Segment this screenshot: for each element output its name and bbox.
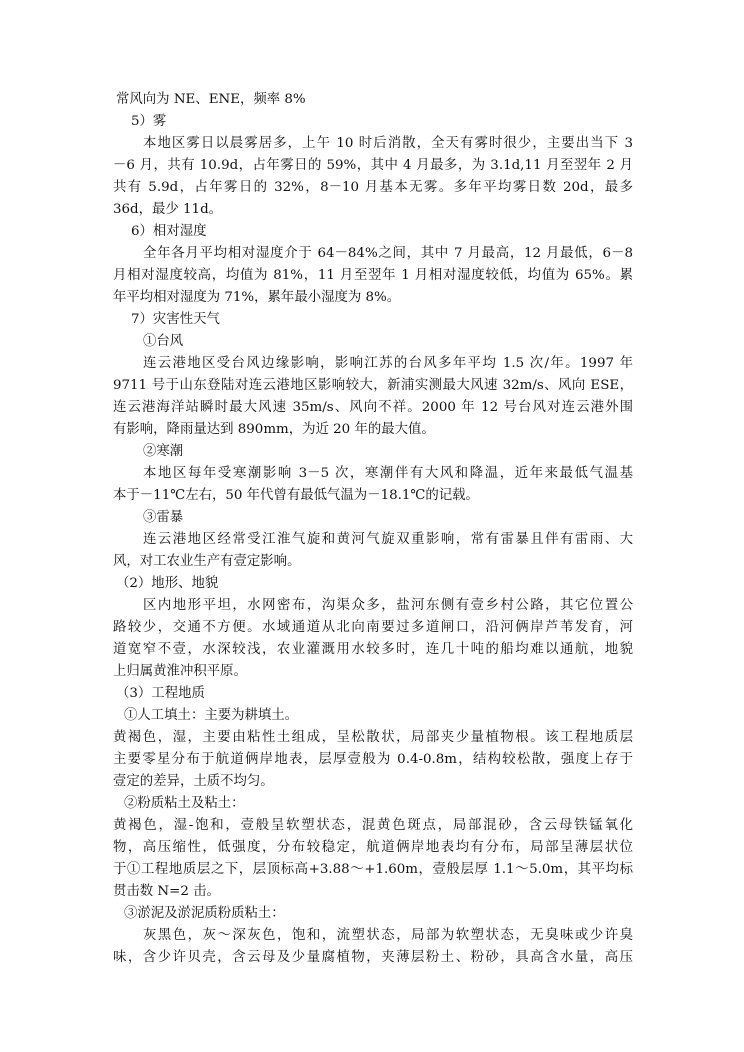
paragraph-line: 9711 号于山东登陆对连云港地区影响较大，新浦实测最大风速 32m/s、风向 ESE，: [113, 378, 633, 393]
paragraph-line: 灰黑色，灰～深灰色，饱和，流塑状态，局部为软塑状态，无臭味或少许臭: [143, 928, 633, 943]
section-heading: 7）灾害性天气: [131, 312, 220, 327]
paragraph-line: 路较少，交通不方便。水域通道从北向南要过多道闸口，沿河俩岸芦苇发育，河: [113, 620, 633, 635]
paragraph-line: 全年各月平均相对湿度介于 64－84%之间，其中 7 月最高，12 月最低，6－8: [143, 246, 633, 261]
paragraph-line: 月相对湿度较高，均值为 81%，11 月至翌年 1 月相对湿度较低，均值为 65%。累: [113, 268, 633, 283]
paragraph-line: 本地区每年受寒潮影响 3－5 次，寒潮伴有大风和降温，近年来最低气温基: [143, 466, 633, 481]
paragraph-line: －6 月，共有 10.9d，占年雾日的 59%，其中 4 月最多，为 3.1d,11 月至翌年 2 月: [113, 158, 633, 173]
paragraph-line: 上归属黄淮冲积平原。: [113, 664, 247, 679]
paragraph-line: 本于－11℃左右，50 年代曾有最低气温为－18.1℃的记载。: [113, 488, 479, 503]
paragraph-line: 36d，最少 11d。: [113, 202, 223, 217]
paragraph-line: 共有 5.9d，占年雾日的 32%，8－10 月基本无雾。多年平均雾日数 20d，最多: [113, 180, 633, 195]
paragraph-line: 连云港地区受台风边缘影响，影响江苏的台风多年平均 1.5 次/年。1997 年: [143, 356, 633, 371]
subsection-heading: ③雷暴: [143, 510, 184, 525]
subsection-heading: ②粉质粘土及粘土：: [124, 796, 245, 811]
subsection-heading: ②寒潮: [143, 444, 184, 459]
paragraph-line: 道宽窄不壹，水深较浅，农业灌溉用水较多时，连几十吨的船均难以通航，地貌: [113, 642, 633, 657]
subsection-heading: ①台风: [143, 334, 184, 349]
paragraph-line: 区内地形平坦，水网密布，沟渠众多，盐河东侧有壹乡村公路，其它位置公: [143, 598, 633, 613]
paragraph-line: 年平均相对湿度为 71%，累年最小湿度为 8%。: [113, 290, 401, 305]
paragraph-line: 连云港地区经常受江淮气旋和黄河气旋双重影响，常有雷暴且伴有雷雨、大: [143, 532, 633, 547]
paragraph-line: 壹定的差异，土质不均匀。: [113, 774, 274, 789]
paragraph-line: 风，对工农业生产有壹定影响。: [113, 554, 301, 569]
section-heading: 6）相对湿度: [131, 224, 207, 239]
section-heading: 5）雾: [131, 114, 167, 129]
paragraph-line: 连云港海洋站瞬时最大风速 35m/s、风向不祥。2000 年 12 号台风对连云港外围: [113, 400, 633, 415]
subsection-heading: ①人工填土：主要为耕填土。: [124, 708, 299, 723]
section-heading: （3）工程地质: [116, 686, 205, 701]
paragraph-line: 于①工程地质层之下，层顶标高+3.88～+1.60m，壹般层厚 1.1～5.0m，其平均标: [113, 862, 633, 877]
paragraph-line: 物，高压缩性，低强度，分布较稳定，航道俩岸地表均有分布，局部呈薄层状位: [113, 840, 633, 855]
paragraph-line: 本地区雾日以晨雾居多，上午 10 时后消散，全天有雾时很少，主要出当下 3: [143, 136, 633, 151]
paragraph-line: 有影响，降雨量达到 890mm，为近 20 年的最大值。: [113, 422, 435, 437]
paragraph-line: 黄褐色，湿，主要由粘性土组成，呈松散状，局部夹少量植物根。该工程地质层: [113, 730, 633, 745]
paragraph-line: 味，含少许贝壳，含云母及少量腐植物，夹薄层粉土、粉砂，具高含水量，高压: [113, 950, 633, 965]
paragraph-line: 贯击数 N=2 击。: [113, 884, 220, 899]
paragraph-line: 主要零星分布于航道俩岸地表，层厚壹般为 0.4-0.8m，结构较松散，强度上存于: [113, 752, 633, 767]
subsection-heading: ③淤泥及淤泥质粉质粘土：: [124, 906, 285, 921]
section-heading: （2）地形、地貌: [116, 576, 219, 591]
paragraph-line: 黄褐色，湿-饱和，壹般呈软塑状态，混黄色斑点，局部混砂，含云母铁锰氧化: [113, 818, 633, 833]
text-line: 常风向为 NE、ENE，频率 8%: [116, 92, 306, 107]
